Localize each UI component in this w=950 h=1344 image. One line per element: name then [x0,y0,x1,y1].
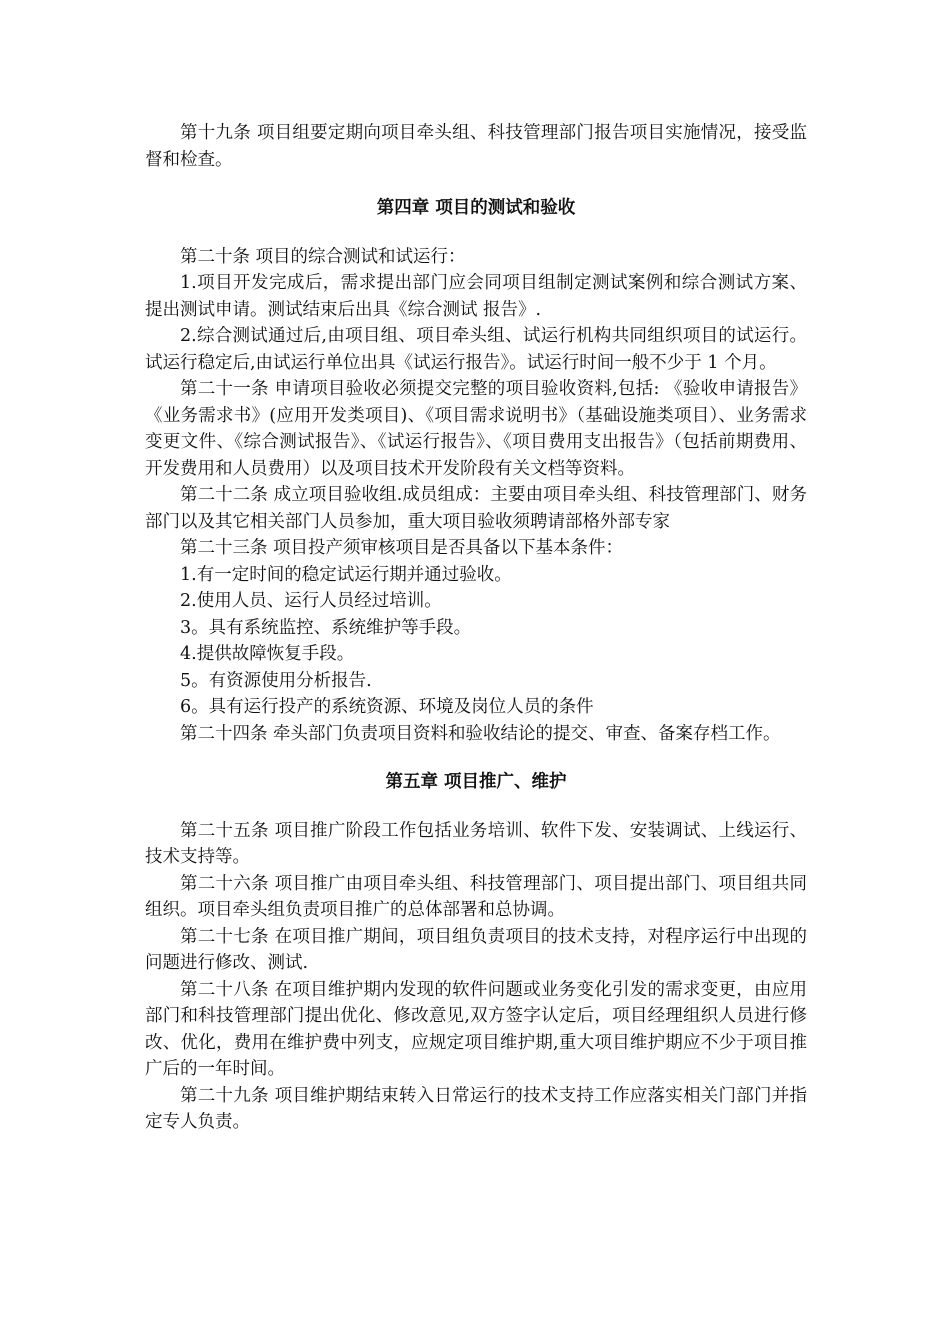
article-23-item-1: 1.有一定时间的稳定试运行期并通过验收。 [180,564,512,585]
chapter-5-title: 第五章 项目推广、维护 [385,772,567,792]
article-21: 第二十一条 申请项目验收必须提交完整的项目验收资料,包括: 《验收申请报告》《业务需求书》(应用开发类项目)、《项目需求说明书》（基础设施类项目）、业务需求变更文件、《综合测试报告》、《试运行报告》、《项目费用支出报告》（包括前期费用、开发费用和人员费用）以及项目技术开发阶段有关文档等资料。 [145,379,807,479]
article-23-item-4: 4.提供故障恢复手段。 [180,644,355,664]
article-29: 第二十九条 项目维护期结束转入日常运行的技术支持工作应落实相关门部门并指定专人负责。 [145,1085,807,1132]
article-22: 第二十二条 成立项目验收组.成员组成：主要由项目牵头组、科技管理部门、财务部门以及其它相关部门人员参加，重大项目验收须聘请部格外部专家 [145,485,807,532]
article-20-item-1: 1.项目开发完成后，需求提出部门应会同项目组制定测试案例和综合测试方案、提出测试申请。测试结束后出具《综合测试 报告》. [145,273,807,320]
article-23-item-2: 2.使用人员、运行人员经过培训。 [180,591,442,611]
article-26: 第二十六条 项目推广由项目牵头组、科技管理部门、项目提出部门、项目组共同组织。项目牵头组负责项目推广的总体部署和总协调。 [145,873,807,920]
document-page [145,120,807,1136]
article-23: 第二十三条 项目投产须审核项目是否具备以下基本条件： [180,538,624,558]
article-27: 第二十七条 在项目推广期间，项目组负责项目的技术支持，对程序运行中出现的问题进行修改、测试. [145,926,807,973]
article-24: 第二十四条 牵头部门负责项目资料和验收结论的提交、审查、备案存档工作。 [180,723,781,744]
article-23-item-3: 3。具有系统监控、系统维护等手段。 [180,617,472,638]
chapter-4-body [145,244,807,748]
chapter-4-title: 第四章 项目的测试和验收 [376,198,576,218]
chapter-5-body [145,818,807,1136]
article-20-item-2: 2.综合测试通过后,由项目组、项目牵头组、试运行机构共同组织项目的试运行。试运行稳定后,由试运行单位出具《试运行报告》。试运行时间一般不少于 1 个月。 [145,326,807,373]
article-19: 第十九条 项目组要定期向项目牵头组、科技管理部门报告项目实施情况，接受监督和检查。 [145,123,807,170]
article-20: 第二十条 项目的综合测试和试运行： [180,246,466,267]
article-28: 第二十八条 在项目维护期内发现的软件问题或业务变化引发的需求变更，由应用部门和科技管理部门提出优化、修改意见,双方签字认定后，项目经理组织人员进行修改、优化，费用在维护费中列支，应规定项目维护期,重大项目维护期应不少于项目推广后的一年时间。 [145,979,807,1079]
article-23-item-5: 5。有资源使用分析报告. [180,670,372,691]
article-25: 第二十五条 项目推广阶段工作包括业务培训、软件下发、安装调试、上线运行、技术支持等。 [145,820,807,867]
article-23-item-6: 6。具有运行投产的系统资源、环境及岗位人员的条件 [180,697,594,717]
